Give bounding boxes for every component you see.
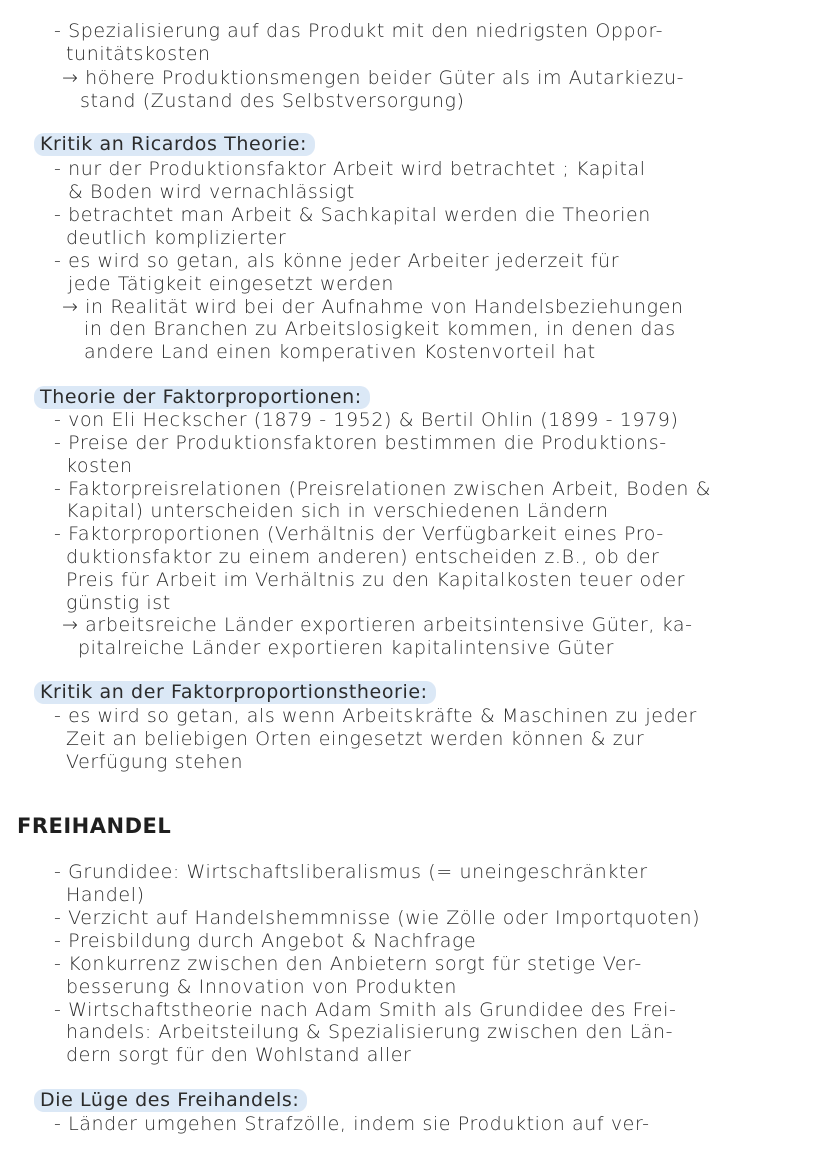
note-line: → höhere Produktionsmengen beider Güter als im Autarkiezu- bbox=[62, 67, 685, 89]
note-line: - Wirtschaftstheorie nach Adam Smith als Grundidee des Frei- bbox=[54, 999, 677, 1021]
note-line: duktionsfaktor zu einem anderen) entscheiden z.B., ob der bbox=[66, 546, 660, 568]
note-line: - Grundidee: Wirtschaftsliberalismus (= uneingeschränkter bbox=[54, 861, 648, 883]
section-title-ricardo-critique: Kritik an Ricardos Theorie: bbox=[34, 133, 315, 156]
note-line: Handel) bbox=[66, 884, 145, 906]
note-line: kosten bbox=[66, 455, 133, 477]
note-line: jede Tätigkeit eingesetzt werden bbox=[68, 273, 395, 295]
note-line: stand (Zustand des Selbstversorgung) bbox=[80, 90, 465, 112]
note-line: - es wird so getan, als wenn Arbeitskräfte & Maschinen zu jeder bbox=[54, 705, 697, 727]
note-line: - es wird so getan, als könne jeder Arbeiter jederzeit für bbox=[54, 250, 620, 272]
note-line: dern sorgt für den Wohlstand aller bbox=[66, 1044, 412, 1066]
note-line: → arbeitsreiche Länder exportieren arbeitsintensive Güter, ka- bbox=[62, 614, 693, 636]
note-line: handels: Arbeitsteilung & Spezialisierung zwischen den Län- bbox=[66, 1021, 674, 1043]
note-line: deutlich komplizierter bbox=[66, 227, 287, 249]
note-line: - Spezialisierung auf das Produkt mit den niedrigsten Oppor- bbox=[54, 20, 664, 42]
page-heading-freihandel: FREIHANDEL bbox=[17, 814, 172, 838]
note-line: → in Realität wird bei der Aufnahme von Handelsbeziehungen bbox=[62, 296, 684, 318]
note-line: - nur der Produktionsfaktor Arbeit wird betrachtet ; Kapital bbox=[54, 158, 646, 180]
note-line: in den Branchen zu Arbeitslosigkeit kommen, in denen das bbox=[84, 318, 676, 340]
note-line: Preis für Arbeit im Verhältnis zu den Kapitalkosten teuer oder bbox=[66, 569, 686, 591]
note-line: - Preisbildung durch Angebot & Nachfrage bbox=[54, 930, 477, 952]
note-line: - Verzicht auf Handelshemmnisse (wie Zölle oder Importquoten) bbox=[54, 907, 701, 929]
note-line: Verfügung stehen bbox=[66, 751, 244, 773]
note-line: Kapital) unterscheiden sich in verschiedenen Ländern bbox=[66, 500, 609, 522]
note-line: pitalreiche Länder exportieren kapitalintensive Güter bbox=[78, 637, 615, 659]
note-line: tunitätskosten bbox=[66, 43, 211, 65]
note-line: - Konkurrenz zwischen den Anbietern sorgt für stetige Ver- bbox=[54, 953, 642, 975]
note-line: günstig ist bbox=[66, 592, 171, 614]
section-title-factor-critique: Kritik an der Faktorproportionstheorie: bbox=[34, 681, 436, 704]
note-line: - Faktorpreisrelationen (Preisrelationen zwischen Arbeit, Boden & bbox=[54, 478, 712, 500]
note-line: - von Eli Heckscher (1879 - 1952) & Bertil Ohlin (1899 - 1979) bbox=[54, 409, 679, 431]
note-line: - betrachtet man Arbeit & Sachkapital werden die Theorien bbox=[54, 204, 651, 226]
section-title-factor-proportions: Theorie der Faktorproportionen: bbox=[34, 386, 370, 409]
note-line: Zeit an beliebigen Orten eingesetzt werden können & zur bbox=[66, 728, 645, 750]
note-line: - Faktorproportionen (Verhältnis der Verfügbarkeit eines Pro- bbox=[54, 523, 664, 545]
note-line: - Preise der Produktionsfaktoren bestimmen die Produktions- bbox=[54, 432, 667, 454]
note-line: besserung & Innovation von Produkten bbox=[66, 976, 458, 998]
note-line: andere Land einen komperativen Kostenvorteil hat bbox=[84, 341, 596, 363]
note-line: & Boden wird vernachlässigt bbox=[68, 181, 355, 203]
note-line: - Länder umgehen Strafzölle, indem sie Produktion auf ver- bbox=[54, 1113, 650, 1135]
section-title-free-trade-lie: Die Lüge des Freihandels: bbox=[34, 1089, 307, 1112]
